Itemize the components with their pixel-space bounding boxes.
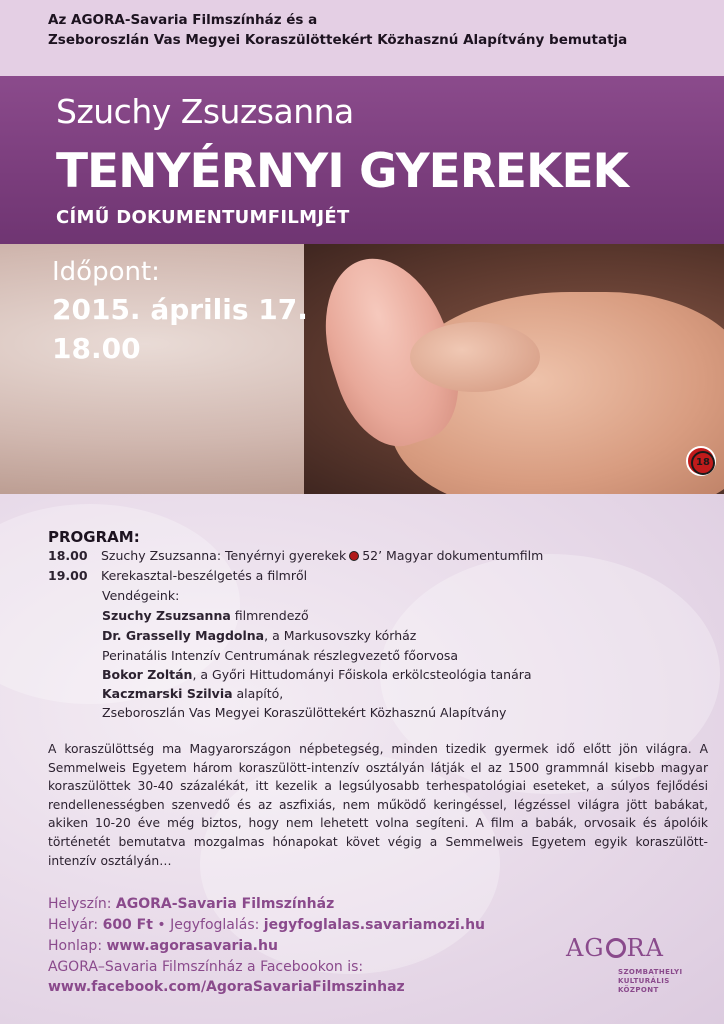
program-item-desc: Kerekasztal-beszélgetés a filmről	[101, 568, 308, 583]
age-rating-value: 18	[691, 451, 715, 475]
guest-role: alapító,	[232, 686, 284, 701]
presenter-line-2: Zseboroszlán Vas Megyei Koraszülöttekért Közhasznú Alapítvány bemutatja	[48, 32, 628, 48]
age-rating-dot-icon	[349, 551, 359, 561]
booking-link[interactable]: jegyfoglalas.savariamozi.hu	[263, 917, 486, 933]
film-title: TENYÉRNYI GYEREKEK	[56, 144, 628, 199]
guest-2	[102, 628, 416, 643]
guest-role: filmrendező	[230, 608, 309, 623]
agora-logo: AG RA SZOMBATHELYI KULTURÁLIS KÖZPONT	[566, 934, 683, 994]
guest-1	[102, 608, 309, 623]
guest-role: , a Markusovszky kórház	[264, 628, 417, 643]
web-link[interactable]: www.agorasavaria.hu	[106, 938, 278, 954]
guest-4-role-line: Zseboroszlán Vas Megyei Koraszülöttekért Közhasznú Alapítvány	[102, 705, 507, 720]
guest-name: Bokor Zoltán	[102, 667, 193, 682]
program-item-desc: Szuchy Zsuzsanna: Tenyérnyi gyerekek	[101, 548, 347, 563]
screening-time: 18.00	[52, 332, 141, 365]
web-line	[48, 938, 278, 954]
web-label: Honlap:	[48, 938, 107, 954]
guest-2-role-line: Perinatális Intenzív Centrumának részlegvezető főorvosa	[102, 648, 459, 663]
price-label: Helyár:	[48, 917, 103, 933]
logo-rose-icon	[606, 938, 626, 958]
film-subtitle: CÍMŰ DOKUMENTUMFILMJÉT	[56, 207, 350, 228]
guest-name: Szuchy Zsuzsanna	[102, 608, 231, 623]
booking-label: • Jegyfoglalás:	[152, 917, 264, 933]
guest-role: , a Győri Hittudományi Főiskola erkölcsteológia tanára	[192, 667, 532, 682]
program-title: PROGRAM:	[48, 528, 140, 546]
guests-label: Vendégeink:	[102, 588, 180, 603]
presenter-line-1: Az AGORA-Savaria Filmszínház és a	[48, 12, 318, 28]
facebook-line	[48, 979, 405, 995]
guest-4	[102, 686, 283, 701]
facebook-link[interactable]: www.facebook.com/AgoraSavariaFilmszinhaz	[48, 979, 405, 995]
price-line	[48, 917, 485, 933]
film-description: A koraszülöttség ma Magyarországon népbetegség, minden tizedik gyermek idő előtt jön világra. A Semmelweis Egyetem három koraszülött-intenzív osztályán látják el az 1500 grammnál kisebb magyar koraszülöttek 30-40 százalékát, itt kezelik a legsúlyosabb terhespatológiai eseteket, a súlyos fejlődési rendellenességben szenvedő és az aszfixiás, nem működő keringéssel, légzéssel világra jött babákat, akiken 10-20 éve még biztos, hogy nem lehetett volna segíteni. A film a babák, orvosaik és ápolóik történetét bemutatva mozgalmas hónapokat követ végig a Semmelweis Egyetem egyik koraszülött-intenzív osztályán…	[48, 742, 708, 868]
price-value: 600 Ft	[102, 917, 153, 933]
venue-name: AGORA-Savaria Filmszínház	[115, 896, 335, 912]
guest-3	[102, 667, 532, 682]
program-item-time: 19.00	[48, 568, 88, 583]
facebook-label: AGORA–Savaria Filmszínház a Facebookon is:	[48, 959, 364, 975]
director-name: Szuchy Zsuzsanna	[56, 92, 354, 131]
guest-name: Kaczmarski Szilvia	[102, 686, 233, 701]
presenter-text	[48, 10, 708, 50]
age-rating-icon	[686, 446, 716, 476]
venue-label: Helyszín:	[48, 896, 116, 912]
program-item-time: 18.00	[48, 548, 88, 563]
program-item-extra: 52’ Magyar dokumentumfilm	[362, 548, 544, 563]
guest-name: Dr. Grasselly Magdolna	[102, 628, 265, 643]
adult-thumb	[410, 322, 540, 392]
screening-date: 2015. április 17.	[52, 293, 308, 326]
time-label: Időpont:	[52, 257, 160, 287]
venue-line	[48, 896, 334, 912]
